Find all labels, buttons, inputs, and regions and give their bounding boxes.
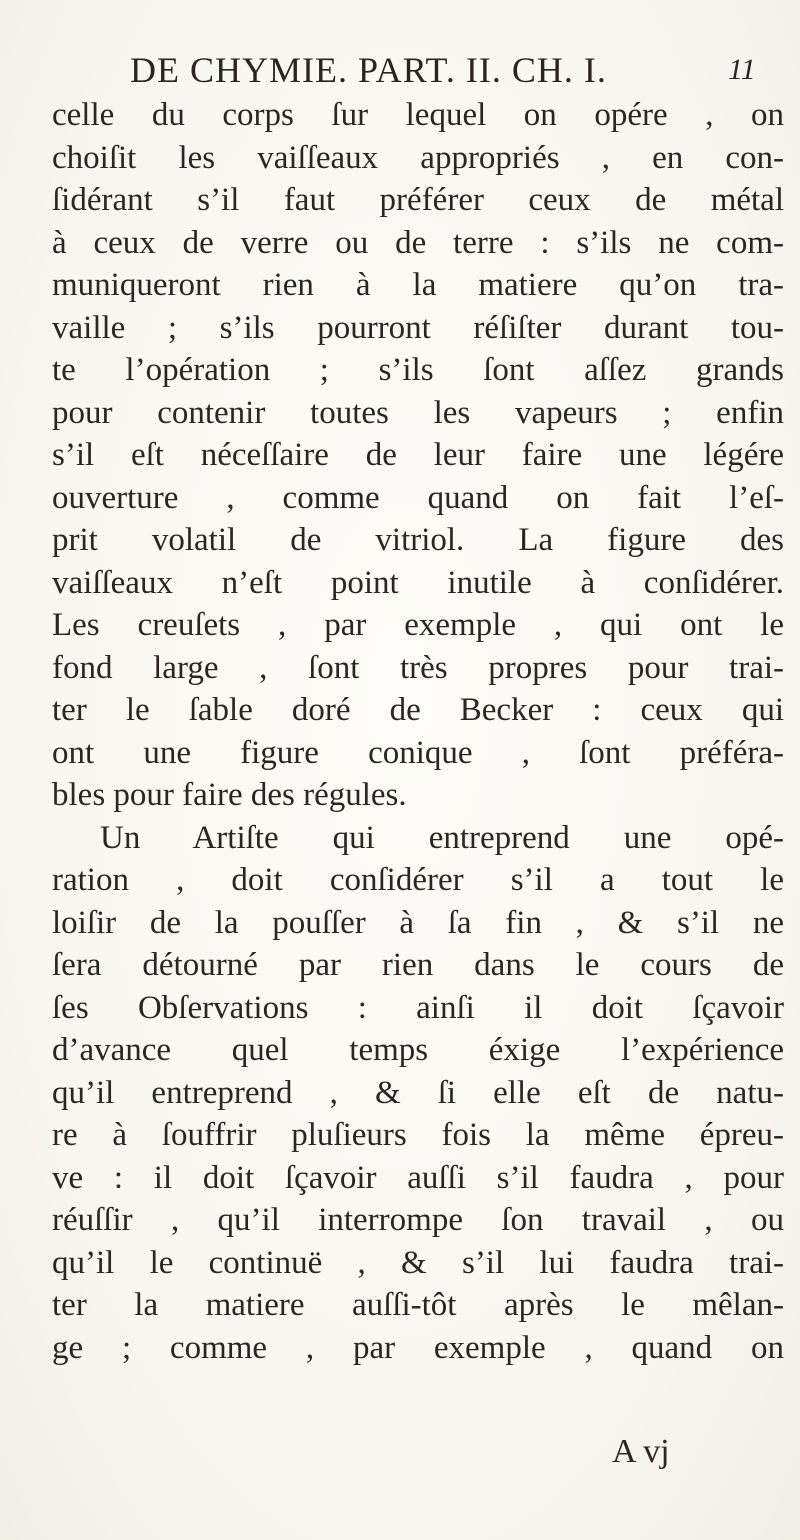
text-line: ter le ſable doré de Becker : ceux qui <box>52 692 784 728</box>
text-line: réuſſir , qu’il interrompe ſon travail , ou <box>52 1202 784 1238</box>
text-line: muniqueront rien à la matiere qu’on tra- <box>52 267 784 303</box>
text-line: ter la matiere auſſi-tôt après le mêlan- <box>52 1287 784 1323</box>
running-head: DE CHYMIE. PART. II. CH. I. <box>130 50 607 90</box>
page-number: 11 <box>728 53 756 86</box>
page-footer <box>0 1428 800 1476</box>
text-line: celle du corps ſur lequel on opére , on <box>52 97 784 133</box>
text-line: prit volatil de vitriol. La figure des <box>52 522 784 558</box>
text-line: vaiſſeaux n’eſt point inutile à conſidérer. <box>52 564 784 601</box>
text-line: ouverture , comme quand on fait l’eſ- <box>52 479 784 516</box>
text-line: ont une figure conique , ſont préféra- <box>52 734 784 771</box>
text-line: loiſir de la pouſſer à ſa fin , & s’il ne <box>52 904 784 941</box>
paragraph-start-line: Un Artiſte qui entreprend une opé- <box>100 819 784 856</box>
text-line: ge ; comme , par exemple , quand on <box>52 1329 784 1366</box>
text-line: re à ſouffrir pluſieurs fois la même épreu- <box>52 1117 784 1153</box>
text-line: qu’il le continuë , & s’il lui faudra trai- <box>52 1244 784 1281</box>
text-line: ve : il doit ſçavoir auſſi s’il faudra , pour <box>52 1159 784 1196</box>
text-line: s’il eſt néceſſaire de leur faire une légére <box>52 437 784 473</box>
text-line: qu’il entreprend , & ſi elle eſt de natu- <box>52 1074 784 1111</box>
text-line: ſes Obſervations : ainſi il doit ſçavoir <box>52 989 784 1026</box>
text-line: fond large , ſont très propres pour trai- <box>52 649 784 686</box>
text-line: à ceux de verre ou de terre : s’ils ne com- <box>52 224 784 261</box>
signature-mark: A vj <box>612 1433 670 1470</box>
text-line: vaille ; s’ils pourront réſiſter durant tou- <box>52 309 784 346</box>
paragraph-end-line: bles pour faire des régules. <box>52 777 407 813</box>
page-header <box>0 50 800 90</box>
text-line: d’avance quel temps éxige l’expérience <box>52 1032 784 1068</box>
body-text <box>52 94 784 1369</box>
text-line: choiſit les vaiſſeaux appropriés , en con- <box>52 139 784 176</box>
text-line: ſera détourné par rien dans le cours de <box>52 947 784 983</box>
text-line: ſidérant s’il faut préférer ceux de métal <box>52 182 784 218</box>
text-line: ration , doit conſidérer s’il a tout le <box>52 862 784 898</box>
text-line: te l’opération ; s’ils ſont aſſez grands <box>52 352 784 388</box>
text-line: Les creuſets , par exemple , qui ont le <box>52 607 784 643</box>
text-line: pour contenir toutes les vapeurs ; enfin <box>52 394 784 431</box>
